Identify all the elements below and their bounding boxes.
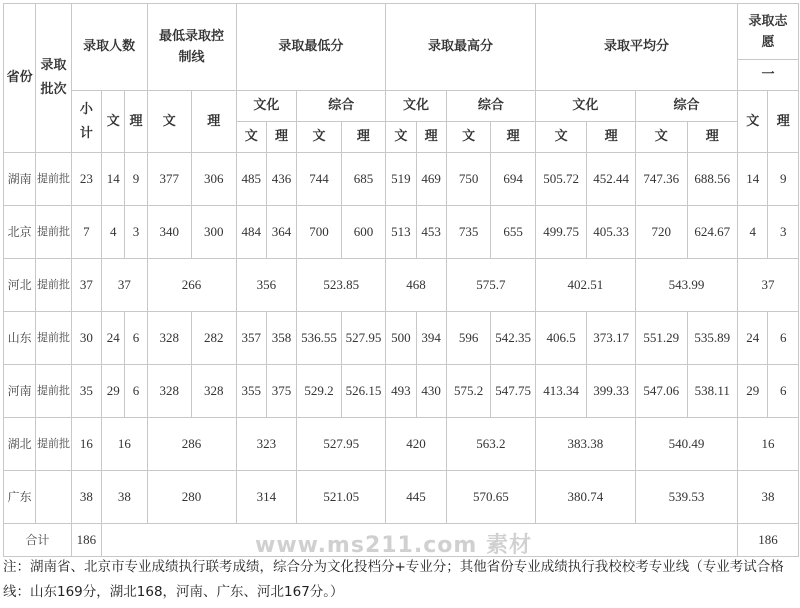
cell-avg-cul: 402.51 <box>535 259 635 312</box>
cell-ctrl: 280 <box>147 471 236 524</box>
cell-max-cul-wen: 500 <box>386 312 416 365</box>
cell-ctrl-li: 300 <box>192 206 237 259</box>
cell-count-li: 9 <box>125 153 147 206</box>
cell-count-wen: 4 <box>102 206 125 259</box>
header-batch-text: 录取批次 <box>40 58 67 97</box>
table-row <box>4 418 799 471</box>
cell-max-comp: 575.7 <box>446 259 535 312</box>
cell-subtotal: 16 <box>71 418 101 471</box>
cell-max-cul-wen: 519 <box>386 153 416 206</box>
cell-min-comp: 523.85 <box>297 259 386 312</box>
cell-batch <box>36 418 71 471</box>
cell-subtotal: 23 <box>71 153 101 206</box>
cell-min-comp-wen: 529.2 <box>297 365 341 418</box>
cell-min-cul: 323 <box>236 418 297 471</box>
cell-subtotal: 35 <box>71 365 101 418</box>
cell-batch <box>36 153 71 206</box>
cell-total-subtotal: 186 <box>71 524 101 557</box>
header-max-comp-li-text: 理 <box>506 129 520 144</box>
cell-count-li: 6 <box>125 312 147 365</box>
cell-max-comp-wen: 596 <box>446 312 490 365</box>
header-max-cul-wen <box>386 122 416 153</box>
cell-avg-comp-wen: 551.29 <box>635 312 687 365</box>
header-max-cul-wen-text: 文 <box>394 129 408 144</box>
cell-max-cul: 420 <box>386 418 447 471</box>
header-min-cul-li <box>266 122 296 153</box>
cell-max-comp-li: 694 <box>491 153 536 206</box>
cell-avg-comp-li: 538.11 <box>687 365 738 418</box>
header-avg-cul-wen <box>535 122 587 153</box>
cell-min-comp-wen: 744 <box>297 153 341 206</box>
cell-avg-comp: 539.53 <box>635 471 737 524</box>
header-avg-comp-li <box>687 122 738 153</box>
cell-avg-comp: 543.99 <box>635 259 737 312</box>
watermark: www.ms211.com 素材 <box>255 533 532 558</box>
header-ctrl-wen <box>147 91 191 153</box>
cell-batch-text: 提前批 <box>37 225 71 238</box>
cell-avg-cul-li: 399.33 <box>587 365 636 418</box>
cell-province-text: 河南 <box>7 384 32 398</box>
cell-ctrl-wen: 377 <box>147 153 191 206</box>
header-avg-culture <box>535 91 635 122</box>
header-avg-composite <box>635 91 737 122</box>
cell-min-cul-wen: 355 <box>236 365 266 418</box>
header-min-cul-li-text: 理 <box>275 129 289 144</box>
cell-batch-text: 提前批 <box>37 331 71 344</box>
cell-vol: 16 <box>738 418 799 471</box>
cell-ctrl-wen: 328 <box>147 312 191 365</box>
header-avg-cul-li <box>587 122 636 153</box>
cell-max-comp-wen: 735 <box>446 206 490 259</box>
header-admit-count <box>71 4 147 91</box>
header-province-text: 省份 <box>6 70 33 85</box>
header-vol-li <box>768 91 799 153</box>
cell-avg-cul-wen: 505.72 <box>535 153 587 206</box>
header-subtotal-text: 小计 <box>79 101 93 141</box>
cell-max-comp: 563.2 <box>446 418 535 471</box>
header-batch <box>36 4 71 153</box>
cell-batch-text: 提前批 <box>37 437 71 450</box>
table-row <box>4 206 799 259</box>
cell-avg-comp-li: 688.56 <box>687 153 738 206</box>
table-row <box>4 365 799 418</box>
cell-min-cul-wen: 484 <box>236 206 266 259</box>
cell-batch <box>36 471 71 524</box>
cell-min-cul-li: 364 <box>266 206 296 259</box>
cell-avg-comp-li: 624.67 <box>687 206 738 259</box>
cell-max-comp-li: 542.35 <box>491 312 536 365</box>
cell-subtotal: 38 <box>71 471 101 524</box>
header-min-score <box>236 4 386 91</box>
cell-ctrl-wen: 340 <box>147 206 191 259</box>
cell-avg-cul-li: 452.44 <box>587 153 636 206</box>
cell-batch <box>36 206 71 259</box>
cell-province-text: 山东 <box>7 331 32 345</box>
header-max-cul-li-text: 理 <box>424 129 438 144</box>
header-min-comp-wen-text: 文 <box>312 129 326 144</box>
cell-subtotal: 37 <box>71 259 101 312</box>
cell-max-comp-wen: 575.2 <box>446 365 490 418</box>
table-row <box>4 312 799 365</box>
cell-batch-text: 提前批 <box>37 278 71 291</box>
header-count-wen-text: 文 <box>106 113 120 129</box>
cell-province-text: 湖南 <box>7 172 32 186</box>
header-max-cul-li <box>416 122 446 153</box>
cell-max-cul-wen: 493 <box>386 365 416 418</box>
cell-count: 16 <box>102 418 147 471</box>
cell-count-li: 3 <box>125 206 147 259</box>
table-header <box>4 4 799 153</box>
cell-vol-li: 6 <box>768 312 799 365</box>
header-vol-wen-text: 文 <box>746 113 760 129</box>
cell-avg-comp: 540.49 <box>635 418 737 471</box>
cell-min-cul-li: 375 <box>266 365 296 418</box>
cell-avg-cul-wen: 413.34 <box>535 365 587 418</box>
header-min-cul-wen-text: 文 <box>244 129 258 144</box>
cell-min-comp-wen: 536.55 <box>297 312 341 365</box>
cell-min-comp-li: 527.95 <box>341 312 386 365</box>
cell-avg-comp-wen: 547.06 <box>635 365 687 418</box>
cell-min-comp: 527.95 <box>297 418 386 471</box>
header-max-composite <box>446 91 535 122</box>
cell-vol-li: 6 <box>768 365 799 418</box>
cell-ctrl: 286 <box>147 418 236 471</box>
cell-count-wen: 29 <box>102 365 125 418</box>
cell-province-text: 广东 <box>7 490 32 504</box>
cell-min-cul-li: 436 <box>266 153 296 206</box>
header-count-wen <box>102 91 125 153</box>
cell-min-cul: 356 <box>236 259 297 312</box>
header-max-comp-wen-text: 文 <box>462 129 476 144</box>
header-avg-cul-wen-text: 文 <box>554 129 568 144</box>
cell-ctrl-li: 306 <box>192 153 237 206</box>
header-max-culture <box>386 91 447 122</box>
cell-count-wen: 24 <box>102 312 125 365</box>
cell-batch <box>36 312 71 365</box>
cell-vol: 37 <box>738 259 799 312</box>
cell-ctrl-wen: 328 <box>147 365 191 418</box>
header-ctrl-wen-text: 文 <box>162 113 176 129</box>
header-avg-score-text: 录取平均分 <box>603 39 669 54</box>
cell-min-cul-wen: 357 <box>236 312 266 365</box>
admission-score-table <box>3 3 799 557</box>
header-max-culture-text: 文化 <box>403 98 430 113</box>
cell-max-comp-wen: 750 <box>446 153 490 206</box>
header-min-control-line <box>147 4 236 91</box>
cell-province <box>4 312 36 365</box>
cell-batch <box>36 365 71 418</box>
header-avg-culture-text: 文化 <box>572 98 599 113</box>
cell-max-cul-li: 453 <box>416 206 446 259</box>
cell-avg-comp-li: 535.89 <box>687 312 738 365</box>
cell-min-cul-li: 358 <box>266 312 296 365</box>
cell-ctrl: 266 <box>147 259 236 312</box>
cell-batch-text: 提前批 <box>37 384 71 397</box>
table-footnote: 注：湖南省、北京市专业成绩执行联考成绩，综合分为文化投档分+专业分；其他省份专业成绩执行我校校考专业线（专业考试合格线：山东169分，湖北168，河南、广东、河北167分。） <box>3 559 784 600</box>
header-min-score-text: 录取最低分 <box>278 39 344 54</box>
cell-batch <box>36 259 71 312</box>
cell-max-comp-li: 655 <box>491 206 536 259</box>
cell-ctrl-li: 328 <box>192 365 237 418</box>
header-subtotal <box>71 91 101 153</box>
cell-province-text: 河北 <box>7 278 32 292</box>
cell-province <box>4 418 36 471</box>
cell-count: 37 <box>102 259 147 312</box>
cell-vol-wen: 29 <box>738 365 768 418</box>
cell-province <box>4 471 36 524</box>
header-max-comp-wen <box>446 122 490 153</box>
cell-max-cul: 445 <box>386 471 447 524</box>
cell-avg-cul-wen: 499.75 <box>535 206 587 259</box>
cell-max-comp-li: 547.75 <box>491 365 536 418</box>
cell-min-comp-wen: 700 <box>297 206 341 259</box>
header-max-score-text: 录取最高分 <box>428 39 494 54</box>
cell-total-label: 合计 <box>4 524 72 557</box>
header-min-cul-wen <box>236 122 266 153</box>
cell-vol-li: 3 <box>768 206 799 259</box>
cell-avg-comp-wen: 747.36 <box>635 153 687 206</box>
cell-avg-cul: 380.74 <box>535 471 635 524</box>
cell-min-comp-li: 526.15 <box>341 365 386 418</box>
header-avg-composite-text: 综合 <box>673 98 700 113</box>
cell-min-comp-li: 600 <box>341 206 386 259</box>
header-max-score <box>386 4 536 91</box>
header-vol-wen <box>738 91 768 153</box>
cell-count-li: 6 <box>125 365 147 418</box>
table-row <box>4 471 799 524</box>
cell-max-cul-wen: 513 <box>386 206 416 259</box>
header-min-comp-wen <box>297 122 341 153</box>
cell-max-comp: 570.65 <box>446 471 535 524</box>
header-min-composite-text: 综合 <box>328 98 355 113</box>
cell-vol-wen: 24 <box>738 312 768 365</box>
cell-vol: 38 <box>738 471 799 524</box>
cell-count: 38 <box>102 471 147 524</box>
cell-province-text: 湖北 <box>7 437 32 451</box>
header-avg-comp-wen-text: 文 <box>654 129 668 144</box>
header-min-culture-text: 文化 <box>253 98 280 113</box>
cell-province <box>4 365 36 418</box>
header-min-comp-li-text: 理 <box>356 129 370 144</box>
header-min-composite <box>297 91 386 122</box>
cell-vol-li: 9 <box>768 153 799 206</box>
header-province <box>4 4 36 153</box>
cell-subtotal: 30 <box>71 312 101 365</box>
header-ctrl-li-text: 理 <box>207 113 221 129</box>
header-volunteer-text: 录取志愿 <box>748 13 788 50</box>
cell-min-comp-li: 685 <box>341 153 386 206</box>
header-ctrl-li <box>192 91 237 153</box>
table-body <box>4 153 799 557</box>
cell-total-vol: 186 <box>738 524 799 557</box>
cell-batch-text: 提前批 <box>37 172 71 185</box>
cell-subtotal: 7 <box>71 206 101 259</box>
header-avg-comp-wen <box>635 122 687 153</box>
header-avg-cul-li-text: 理 <box>604 129 618 144</box>
cell-province <box>4 259 36 312</box>
header-max-comp-li <box>491 122 536 153</box>
cell-avg-cul: 383.38 <box>535 418 635 471</box>
header-min-comp-li <box>341 122 386 153</box>
cell-ctrl-li: 282 <box>192 312 237 365</box>
cell-max-cul: 468 <box>386 259 447 312</box>
header-count-li-text: 理 <box>129 113 143 129</box>
cell-max-cul-li: 430 <box>416 365 446 418</box>
header-count-li <box>125 91 147 153</box>
cell-avg-comp-wen: 720 <box>635 206 687 259</box>
header-min-control-line-text: 最低录取控制线 <box>159 29 225 65</box>
header-min-culture <box>236 91 297 122</box>
cell-min-cul-wen: 485 <box>236 153 266 206</box>
cell-vol-wen: 14 <box>738 153 768 206</box>
cell-vol-wen: 4 <box>738 206 768 259</box>
header-admit-count-text: 录取人数 <box>83 39 136 54</box>
header-volunteer <box>738 4 799 60</box>
cell-min-comp: 521.05 <box>297 471 386 524</box>
cell-max-cul-li: 469 <box>416 153 446 206</box>
cell-avg-cul-li: 373.17 <box>587 312 636 365</box>
table-row <box>4 153 799 206</box>
cell-province-text: 北京 <box>7 225 32 239</box>
table-row <box>4 259 799 312</box>
header-avg-comp-li-text: 理 <box>705 129 719 144</box>
header-volunteer-first <box>738 60 799 91</box>
cell-min-cul: 314 <box>236 471 297 524</box>
header-volunteer-first-text: 一 <box>761 67 775 82</box>
cell-count-wen: 14 <box>102 153 125 206</box>
cell-max-cul-li: 394 <box>416 312 446 365</box>
cell-avg-cul-wen: 406.5 <box>535 312 587 365</box>
header-avg-score <box>535 4 737 91</box>
cell-province <box>4 153 36 206</box>
cell-avg-cul-li: 405.33 <box>587 206 636 259</box>
header-max-composite-text: 综合 <box>477 98 504 113</box>
cell-province <box>4 206 36 259</box>
header-vol-li-text: 理 <box>776 113 790 129</box>
